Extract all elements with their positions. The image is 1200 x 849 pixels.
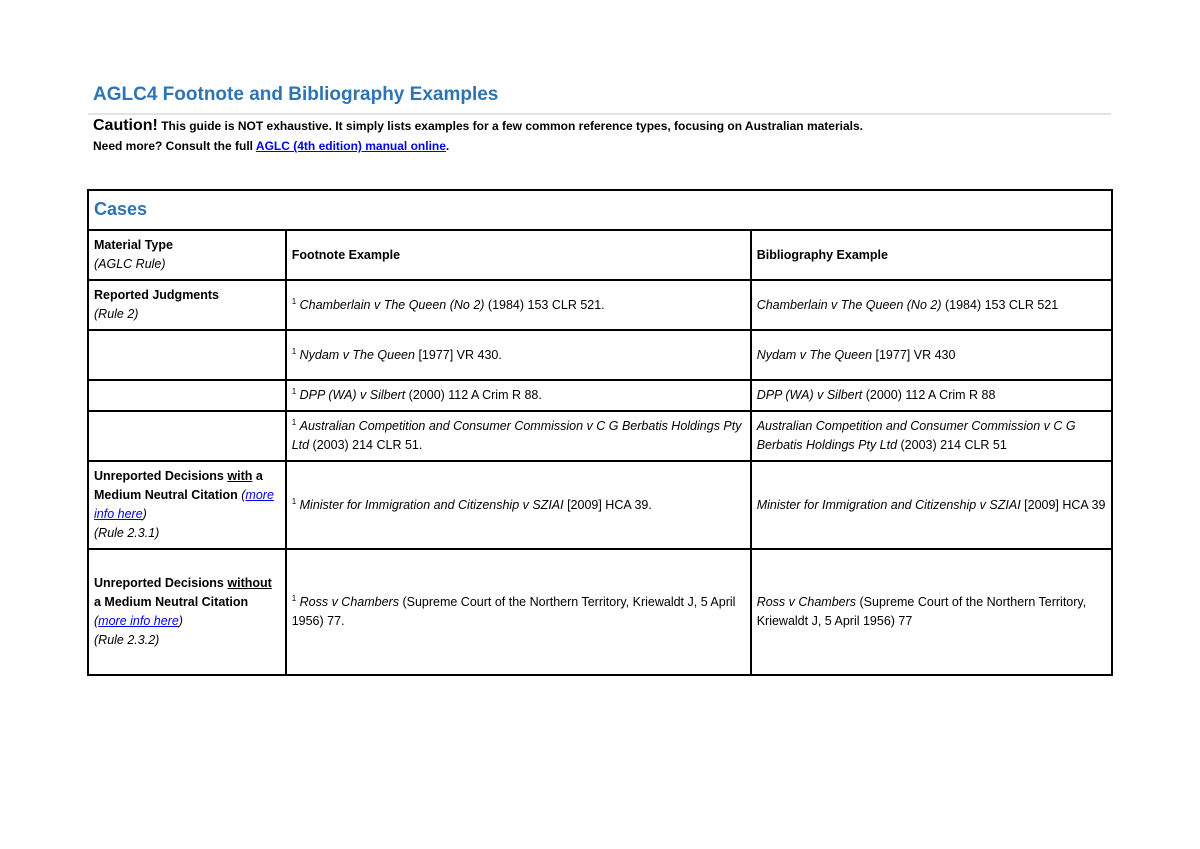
bibliography-citation: [2009] HCA 39 — [1020, 497, 1106, 512]
footnote-case-name: Ross v Chambers — [299, 595, 399, 609]
footnote-case-name: Australian Competition and Consumer Commission v C G Berbatis Holdings Pty Ltd — [291, 419, 742, 452]
footnote-cell — [286, 380, 751, 411]
footnote-cell — [286, 411, 751, 461]
bibliography-citation: (2003) 214 CLR 51 — [897, 438, 1007, 452]
header-material-label: Material Type — [94, 238, 173, 252]
material-cell — [88, 330, 286, 380]
footnote-number: 1 — [291, 386, 297, 396]
rule-ref: (Rule 2) — [94, 307, 139, 321]
bibliography-case-name: Chamberlain v The Queen (No 2) — [756, 297, 942, 312]
material-cell — [88, 280, 286, 330]
bibliography-case-name: Nydam v The Queen — [756, 347, 873, 362]
footnote-number: 1 — [291, 496, 297, 506]
bibliography-cell — [751, 280, 1112, 330]
header-material-type — [88, 230, 286, 280]
material-type-a: Unreported Decisions — [94, 469, 228, 483]
footnote-number: 1 — [291, 296, 297, 306]
material-type-a: Unreported Decisions — [94, 576, 228, 590]
bibliography-cell — [751, 380, 1112, 411]
table-row — [88, 380, 1112, 411]
footnote-case-name: Nydam v The Queen — [299, 347, 415, 362]
bibliography-case-name: Ross v Chambers — [756, 595, 857, 609]
table-header-row — [88, 230, 1112, 280]
footnote-citation: [1977] VR 430. — [414, 347, 502, 362]
bibliography-case-name: Minister for Immigration and Citizenship v SZIAI — [756, 497, 1021, 512]
caution-text: This guide is NOT exhaustive. It simply lists examples for a few common reference types, focusing on Australian materials. — [161, 119, 863, 133]
material-type-b: a Medium Neutral Citation — [94, 595, 249, 609]
material-cell: Unreported Decisions with a Medium Neutral Citation (more info here) (Rule 2.3.1) — [88, 461, 286, 549]
more-prefix: Need more? Consult the full — [93, 139, 254, 153]
page-title: AGLC4 Footnote and Bibliography Examples — [93, 84, 499, 105]
section-title: Cases — [94, 198, 148, 219]
bibliography-case-name: DPP (WA) v Silbert — [756, 388, 863, 402]
material-cell — [88, 380, 286, 411]
more-info-link[interactable]: more info here — [98, 614, 179, 628]
footnote-cell — [286, 549, 751, 675]
table-row — [88, 549, 1112, 675]
more-info-link[interactable]: more info here — [94, 488, 274, 521]
footnote-number: 1 — [291, 417, 297, 427]
more-info-line — [93, 139, 449, 153]
material-cell — [88, 411, 286, 461]
bibliography-citation: (1984) 153 CLR 521 — [941, 297, 1059, 312]
footnote-citation: (Supreme Court of the Northern Territory, Kriewaldt J, 5 April 1956) 77. — [291, 595, 736, 628]
rule-ref: (Rule 2.3.1) — [94, 526, 160, 540]
footnote-cell — [286, 330, 751, 380]
bibliography-citation: (2000) 112 A Crim R 88 — [862, 388, 996, 402]
material-type: Reported Judgments — [94, 288, 220, 302]
footnote-case-name: DPP (WA) v Silbert — [299, 388, 406, 402]
material-cell: Unreported Decisions without a Medium Neutral Citation (more info here) (Rule 2.3.2) — [88, 549, 286, 675]
cases-table — [87, 189, 1113, 676]
header-rule-label: (AGLC Rule) — [94, 257, 166, 271]
more-suffix: . — [445, 139, 450, 153]
bibliography-case-name: Australian Competition and Consumer Commission v C G Berbatis Holdings Pty Ltd — [756, 419, 1076, 452]
header-footnote: Footnote Example — [286, 230, 751, 280]
footnote-citation: (2000) 112 A Crim R 88. — [405, 388, 542, 402]
bibliography-citation: (Supreme Court of the Northern Territory, Kriewaldt J, 5 April 1956) 77 — [756, 595, 1087, 628]
bibliography-cell — [751, 461, 1112, 549]
title-divider — [88, 113, 1111, 115]
footnote-cell — [286, 280, 751, 330]
footnote-citation: [2009] HCA 39. — [563, 497, 652, 512]
bibliography-cell — [751, 549, 1112, 675]
material-type-emphasis: without — [227, 576, 272, 590]
caution-label: Caution! — [93, 117, 158, 134]
header-bibliography: Bibliography Example — [751, 230, 1112, 280]
rule-ref: (Rule 2.3.2) — [94, 633, 160, 647]
footnote-number: 1 — [291, 593, 297, 603]
caution-notice — [93, 117, 863, 135]
footnote-citation: (2003) 214 CLR 51. — [309, 438, 423, 452]
footnote-number: 1 — [291, 346, 297, 356]
bibliography-cell — [751, 411, 1112, 461]
section-title-cell — [88, 190, 1112, 230]
table-row — [88, 280, 1112, 330]
footnote-case-name: Minister for Immigration and Citizenship v SZIAI — [299, 497, 564, 512]
material-type-emphasis: with — [227, 469, 253, 483]
bibliography-cell — [751, 330, 1112, 380]
aglc-manual-link[interactable]: AGLC (4th edition) manual online — [255, 139, 446, 153]
bibliography-citation: [1977] VR 430 — [872, 347, 956, 362]
table-row — [88, 411, 1112, 461]
table-row — [88, 330, 1112, 380]
table-row — [88, 461, 1112, 549]
footnote-citation: (1984) 153 CLR 521. — [484, 297, 605, 312]
footnote-cell — [286, 461, 751, 549]
section-header-row — [88, 190, 1112, 230]
material-type-b: a Medium Neutral Citation — [94, 469, 263, 502]
footnote-case-name: Chamberlain v The Queen (No 2) — [299, 297, 485, 312]
